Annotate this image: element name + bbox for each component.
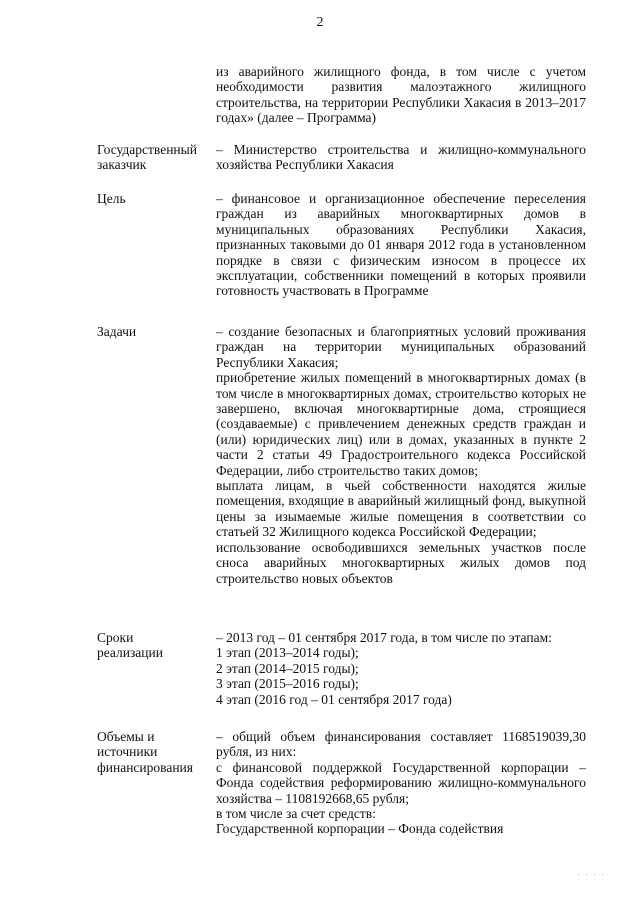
page-number: 2 bbox=[316, 15, 324, 30]
value-paragraph: 3 этап (2015–2016 годы); bbox=[216, 676, 359, 692]
value-paragraph: 2 этап (2014–2015 годы); bbox=[216, 660, 359, 676]
continuation-text bbox=[216, 64, 586, 126]
value-paragraph: – общий объем финансирования составляет 1168519039,30 рубля, из них: bbox=[216, 729, 586, 760]
section-label bbox=[97, 142, 215, 173]
value-paragraph: – 2013 год – 01 сентября 2017 года, в том числе по этапам: bbox=[216, 630, 552, 645]
continuation-paragraph: из аварийного жилищного фонда, в том числе с учетом необходимости развития малоэтажного жилищного строительства, на территории Республики Хакасия в 2013–2017 годах» (далее – Программа) bbox=[216, 64, 586, 126]
section-value bbox=[216, 142, 586, 173]
label-line: источники bbox=[97, 744, 158, 760]
value-paragraph: использование освободившихся земельных участков после сноса аварийных многоквартирных жилых домов под строительство новых объектов bbox=[216, 539, 586, 586]
section-label bbox=[97, 630, 215, 661]
section-label bbox=[97, 191, 215, 206]
section-value bbox=[216, 324, 586, 586]
value-paragraph: – Министерство строительства и жилищно-коммунального хозяйства Республики Хакасия bbox=[216, 142, 586, 173]
label-line: заказчик bbox=[97, 157, 147, 173]
label-line: Сроки bbox=[97, 630, 134, 645]
section-value bbox=[216, 191, 586, 299]
value-paragraph: приобретение жилых помещений в многоквартирных домах (в том числе в многоквартирных домах, строительство которых не завершено, включая многоквартирные дома, строящиеся (создаваемые) с привлечением денежных средств граждан и (или) юридических лиц) или в домах, указанных в пункте 2 части 2 статьи 49 Градостроительного кодекса Российской Федерации, либо строительство таких домов; bbox=[216, 370, 586, 478]
label-line: Объемы и bbox=[97, 729, 155, 744]
scan-mark: · · · · bbox=[577, 870, 606, 879]
value-paragraph: Государственной корпорации – Фонда содействия bbox=[216, 821, 504, 837]
section-label bbox=[97, 324, 215, 339]
value-paragraph: 4 этап (2016 год – 01 сентября 2017 года) bbox=[216, 691, 452, 707]
value-paragraph: в том числе за счет средств: bbox=[216, 806, 376, 822]
value-paragraph: – финансовое и организационное обеспечение переселения граждан из аварийных многоквартирных домов в муниципальных образованиях Республики Хакасия, признанных таковыми до 01 января 2012 года в установленном порядке в связи с физическим износом в процессе их эксплуатации, собственники помещений в которых проявили готовность участвовать в Программе bbox=[216, 191, 586, 299]
label-line: Задачи bbox=[97, 324, 137, 339]
value-paragraph: – создание безопасных и благоприятных условий проживания граждан на территории муниципальных образований Республики Хакасия; bbox=[216, 324, 586, 370]
section-value bbox=[216, 729, 586, 837]
section-label bbox=[97, 729, 215, 775]
value-paragraph: 1 этап (2013–2014 годы); bbox=[216, 645, 359, 661]
section-value bbox=[216, 630, 586, 707]
value-paragraph: с финансовой поддержкой Государственной корпорации – Фонда содействия реформированию жилищно-коммунального хозяйства – 1108192668,65 рубля; bbox=[216, 759, 586, 806]
label-line: финансирования bbox=[97, 759, 193, 775]
value-paragraph: выплата лицам, в чьей собственности находятся жилые помещения, входящие в аварийный жилищный фонд, выкупной цены за изымаемые жилые помещения в соответствии со статьей 32 Жилищного кодекса Российской Федерации; bbox=[216, 478, 586, 540]
label-line: Государственный bbox=[97, 142, 197, 157]
label-line: Цель bbox=[97, 191, 126, 206]
label-line: реализации bbox=[97, 645, 163, 661]
